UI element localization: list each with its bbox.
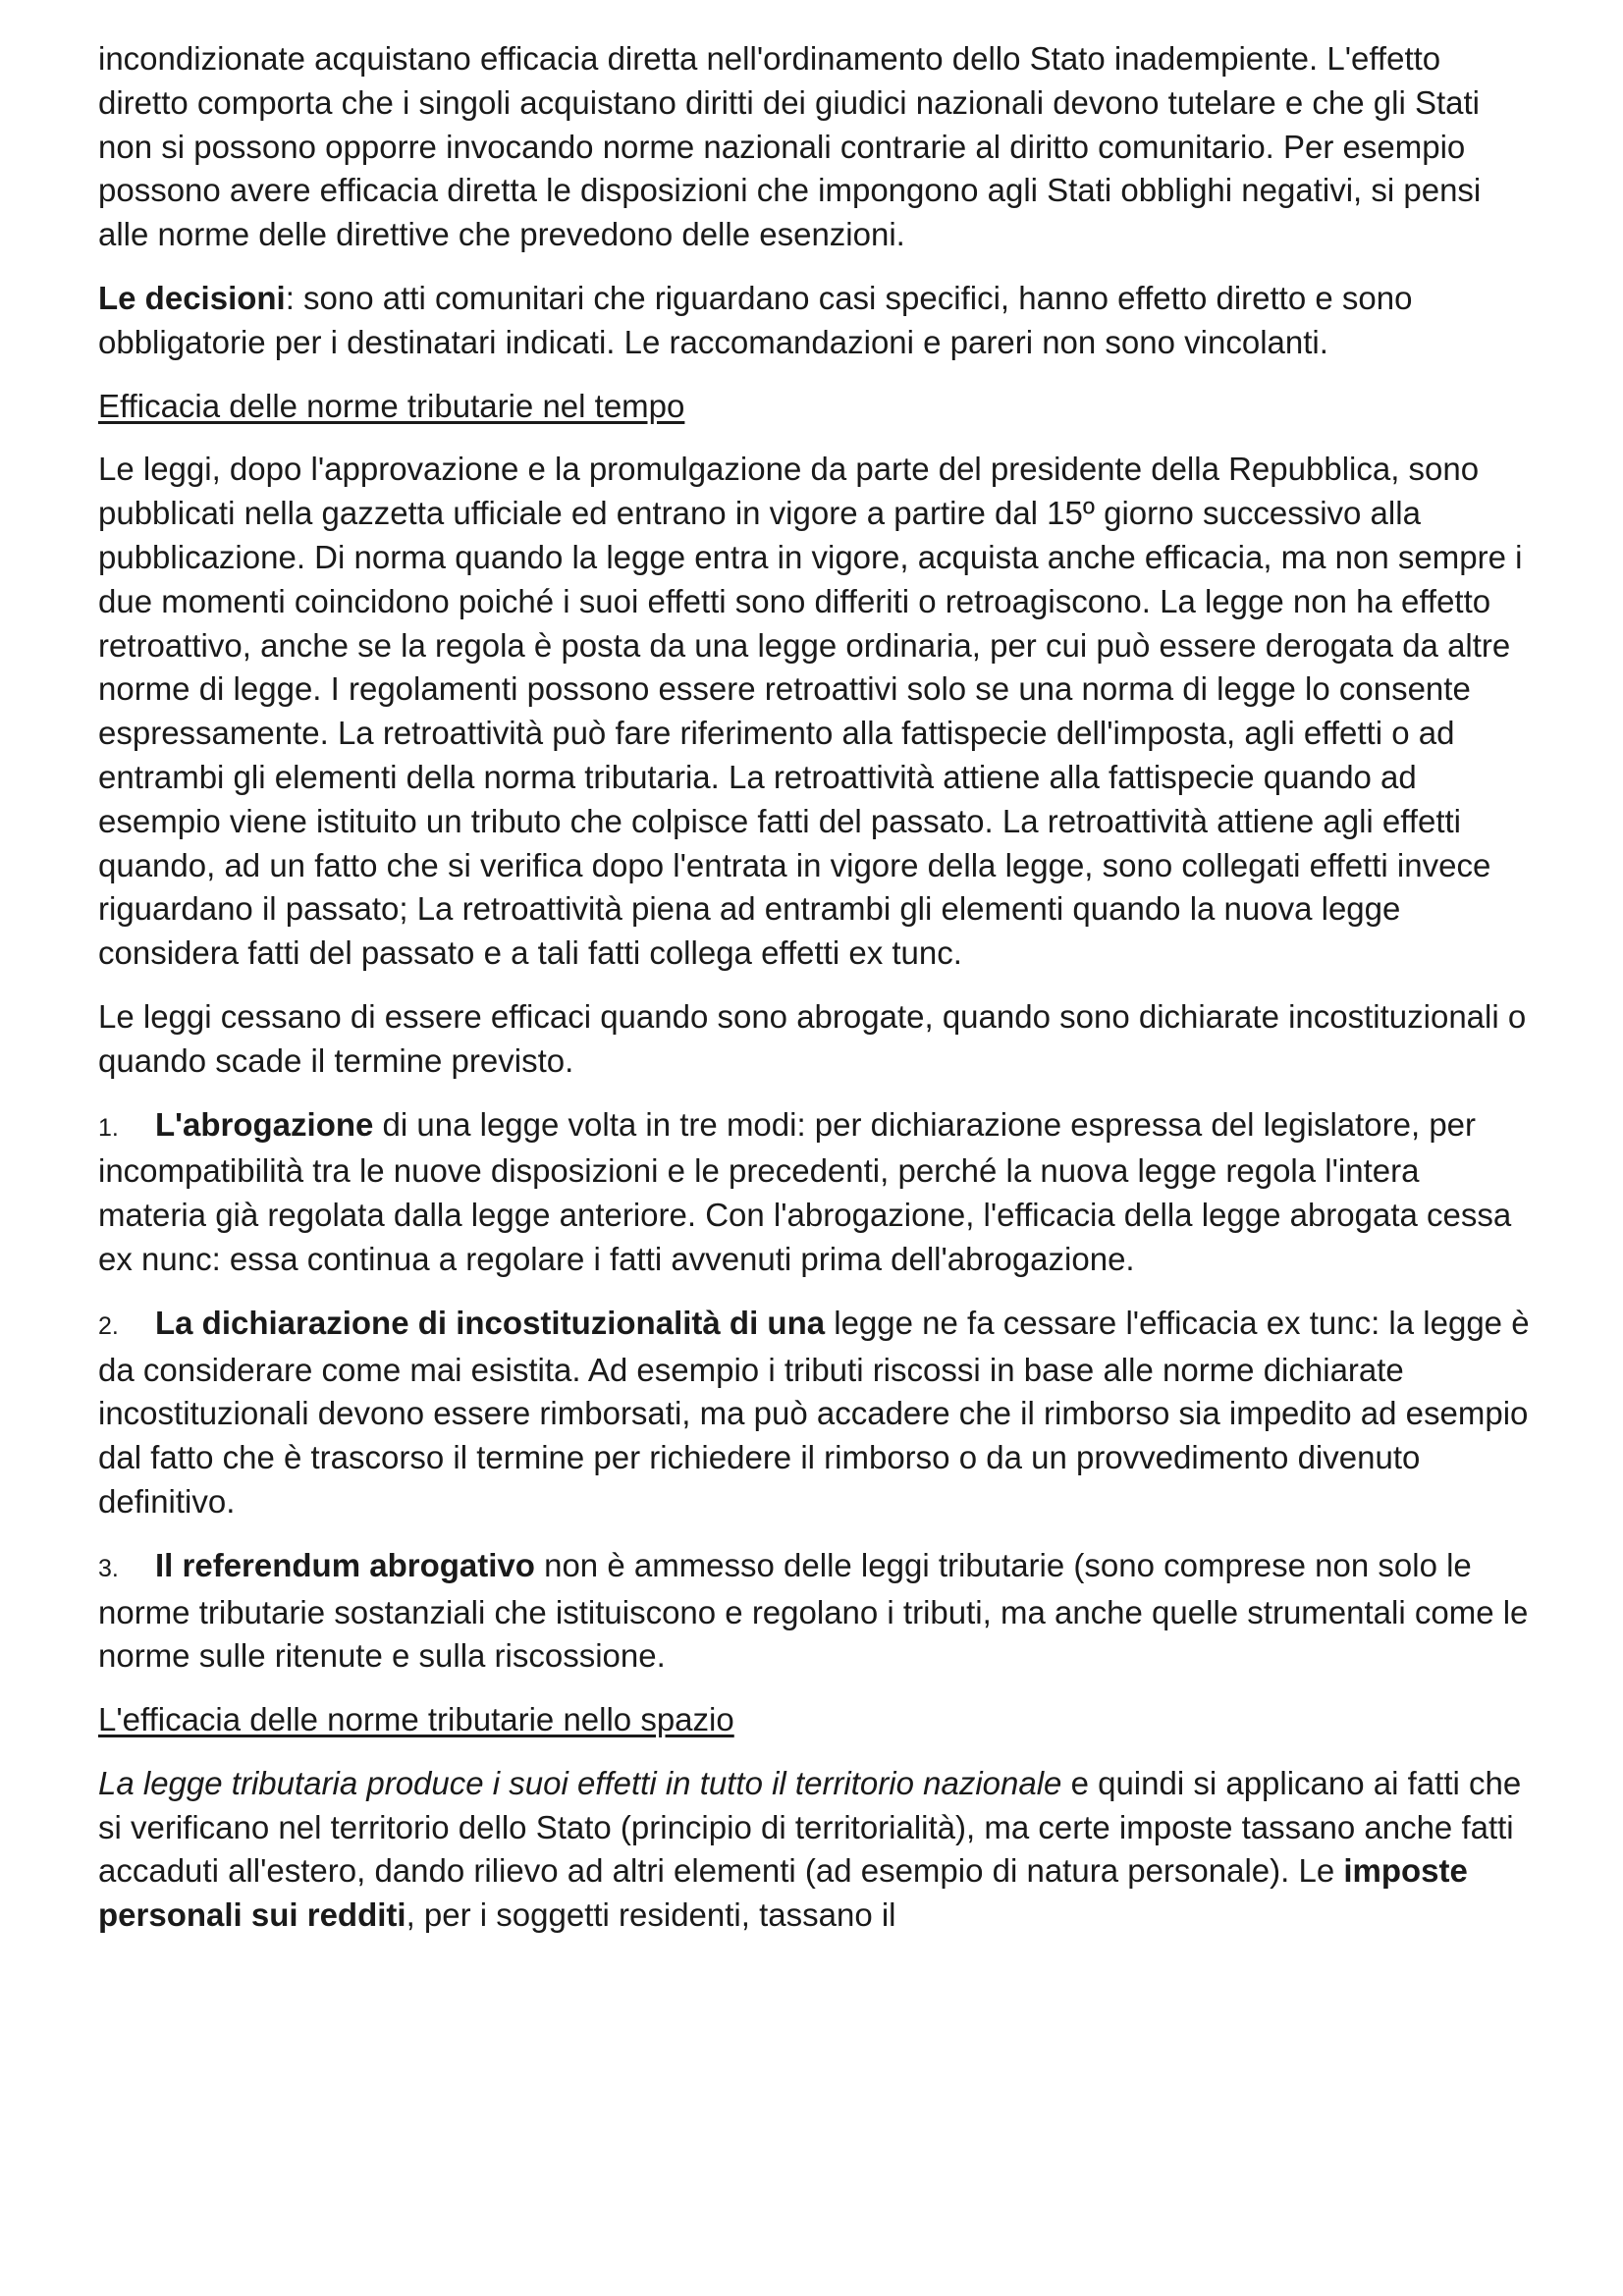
term-referendum: Il referendum abrogativo	[155, 1546, 535, 1583]
heading-efficacy-in-time: Efficacia delle norme tributarie nel tempo	[98, 387, 685, 424]
term-unconstitutionality: La dichiarazione di incostituzionalità di una	[155, 1304, 826, 1341]
territoriality-italic: La legge tributaria produce i suoi effetti in tutto il territorio nazionale	[98, 1764, 1062, 1801]
list-number: 1.	[98, 1113, 119, 1142]
territoriality-text-1: e quindi si applicano ai fatti che si verificano nel territorio dello Stato (principio di territorialità), ma certe imposte tassano anche fatti accaduti all'estero, dando rilievo ad altri elementi (ad esempio di natura personale). Le	[98, 1764, 1522, 1890]
decisions-text: : sono atti comunitari che riguardano casi specifici, hanno effetto diretto e sono obbligatorie per i destinatari indicati. Le raccomandazioni e pareri non sono vincolanti.	[98, 279, 1413, 360]
paragraph-cessation: Le leggi cessano di essere efficaci quando sono abrogate, quando sono dichiarate incostituzionali o quando scade il termine previsto.	[98, 997, 1527, 1079]
referendum-text: non è ammesso delle leggi tributarie (sono comprese non solo le norme tributarie sostanziali che istituiscono e regolano i tributi, ma anche quelle strumentali come le norme sulle ritenute e sulla riscossione.	[98, 1546, 1529, 1675]
territoriality-text-2: , per i soggetti residenti, tassano il	[406, 1896, 896, 1934]
document-page	[98, 37, 1532, 1957]
term-personal-income-taxes: imposte personali sui redditi	[98, 1852, 1468, 1934]
list-item-abrogation	[98, 1103, 1532, 1282]
paragraph-territoriality	[98, 1762, 1532, 1938]
term-abrogation: L'abrogazione	[155, 1105, 374, 1143]
abrogation-text: di una legge volta in tre modi: per dichiarazione espressa del legislatore, per incompatibilità tra le nuove disposizioni e le precedenti, perché la nuova legge regola l'intera materia già regolata dalla legge anteriore. Con l'abrogazione, l'efficacia della legge abrogata cessa ex nunc: essa continua a regolare i fatti avvenuti prima dell'abrogazione.	[98, 1105, 1512, 1277]
list-item-referendum	[98, 1544, 1532, 1679]
unconstitutionality-text: legge ne fa cessare l'efficacia ex tunc: la legge è da considerare come mai esistita. Ad esempio i tributi riscossi in base alle norme dichiarate incostituzionali devono essere rimborsati, ma può accadere che il rimborso sia impedito ad esempio dal fatto che è trascorso il termine per richiedere il rimborso o da un provvedimento divenuto definitivo.	[98, 1304, 1530, 1520]
paragraph-direct-effect: incondizionate acquistano efficacia diretta nell'ordinamento dello Stato inadempiente. L'effetto diretto comporta che i singoli acquistano diritti dei giudici nazionali devono tutelare e che gli Stati non si possono opporre invocando norme nazionali contrarie al diritto comunitario. Per esempio possono avere efficacia diretta le disposizioni che impongono agli Stati obblighi negativi, si pensi alle norme delle direttive che prevedono delle esenzioni.	[98, 40, 1482, 253]
heading-efficacy-in-space: L'efficacia delle norme tributarie nello spazio	[98, 1701, 734, 1738]
list-number: 2.	[98, 1311, 119, 1340]
paragraph-retroactivity: Le leggi, dopo l'approvazione e la promulgazione da parte del presidente della Repubblica, sono pubblicati nella gazzetta ufficiale ed entrano in vigore a partire dal 15º giorno successivo alla pubblicazione. Di norma quando la legge entra in vigore, acquista anche efficacia, ma non sempre i due momenti coincidono poiché i suoi effetti sono differiti o retroagiscono. La legge non ha effetto retroattivo, anche se la regola è posta da una legge ordinaria, per cui può essere derogata da altre norme di legge. I regolamenti possono essere retroattivi solo se una norma di legge lo consente espressamente. La retroattività può fare riferimento alla fattispecie dell'imposta, agli effetti o ad entrambi gli elementi della norma tributaria. La retroattività attiene alla fattispecie quando ad esempio viene istituito un tributo che colpisce fatti del passato. La retroattività attiene agli effetti quando, ad un fatto che si verifica dopo l'entrata in vigore della legge, sono collegati effetti invece riguardano il passato; La retroattività piena ad entrambi gli elementi quando la nuova legge considera fatti del passato e a tali fatti collega effetti ex tunc.	[98, 451, 1523, 972]
list-number: 3.	[98, 1554, 119, 1582]
list-item-unconstitutionality	[98, 1302, 1532, 1524]
term-decisions: Le decisioni	[98, 279, 286, 316]
paragraph-decisions	[98, 277, 1532, 365]
